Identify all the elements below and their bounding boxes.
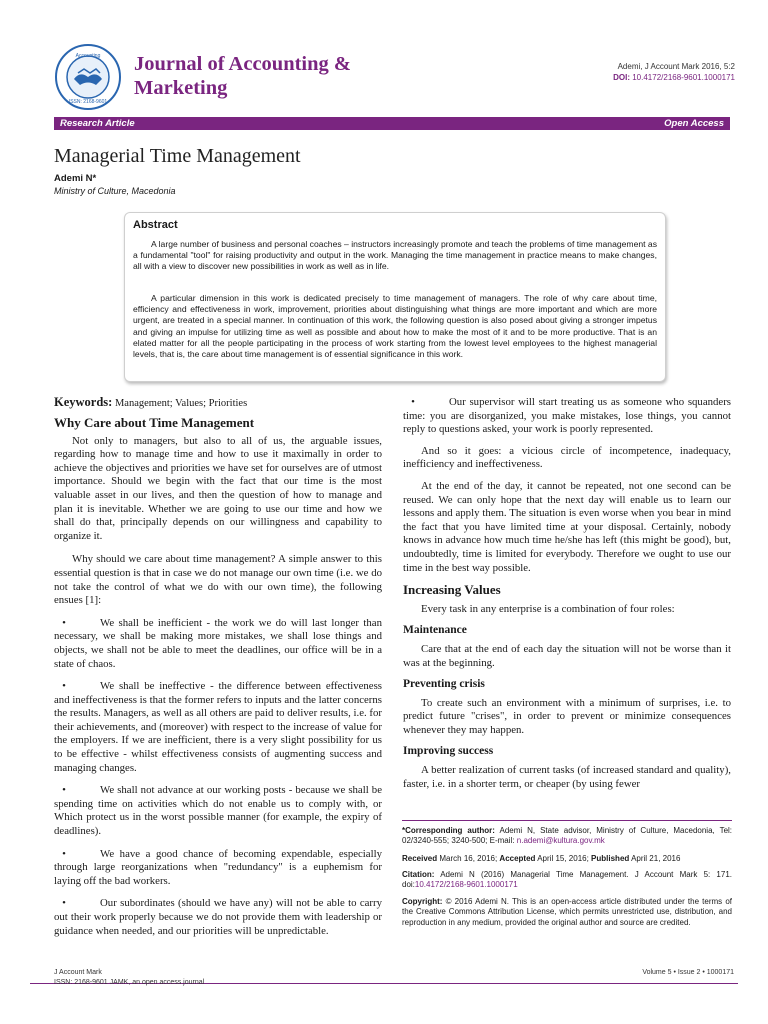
list-item-text: We shall be inefficient - the work we do will last longer than necessary, we shall be making more mistakes, we shall lose things and objects, we shall not be able to meet the deadlines, our office will be in a state of chaos.	[54, 616, 382, 670]
paragraph: A better realization of current tasks (of increased standard and quality), faster, i.e. in a shorter term, or cheaper (by using fewer	[403, 764, 731, 790]
research-article-label: Research Article	[60, 118, 135, 129]
list-item	[54, 897, 382, 938]
journal-logo	[54, 43, 122, 111]
svg-text:Accounting: Accounting	[75, 53, 101, 59]
email-link[interactable]: n.ademi@kultura.gov.mk	[516, 836, 605, 846]
paragraph: And so it goes: a vicious circle of incompetence, inadequacy, inefficiency and ineffectiveness.	[403, 444, 731, 471]
list-item	[54, 784, 382, 838]
citation-text: Ademi N (2016) Managerial Time Management. J Account Mark 5: 171. doi:	[402, 870, 732, 890]
keywords	[54, 395, 385, 410]
received-label: Received	[402, 854, 438, 863]
copyright-label: Copyright:	[402, 897, 443, 906]
right-column	[403, 396, 731, 791]
paragraph: Every task in any enterprise is a combination of four roles:	[421, 602, 675, 615]
bullet: •	[403, 396, 415, 408]
footer-volume: Volume 5 • Issue 2 • 1000171	[642, 969, 734, 976]
list-item-text: Our subordinates (should we have any) will not be able to carry out their work properly because we do not provide them with leadership or guidance when needed, and our priorities will be unpredictable.	[54, 897, 382, 937]
bullet: •	[54, 680, 66, 693]
open-access-label: Open Access	[664, 118, 724, 129]
list-item-text: Our supervisor will start treating us as someone who squanders time: you are disorganized, you make mistakes, lose things, you cannot reply to questions asked, your work is poorly represented.	[403, 396, 731, 436]
section-heading-increasing-values: Increasing Values	[403, 582, 501, 598]
published-label: Published	[591, 854, 630, 863]
copyright-text: © 2016 Ademi N. This is an open-access article distributed under the terms of the Creative Commons Attribution License, which permits unrestricted use, distribution, and reproduction in any medium, provided the original author and source are credited.	[402, 897, 732, 927]
keywords-list: Management; Values; Priorities	[114, 398, 248, 409]
keywords-label: Keywords:	[54, 395, 113, 409]
article-type-bar	[54, 117, 730, 130]
citation-line: Ademi, J Account Mark 2016, 5:2	[617, 62, 735, 71]
bullet: •	[54, 897, 66, 910]
copyright-note	[402, 897, 732, 928]
citation-label: Citation:	[402, 870, 435, 879]
abstract-paragraph-2: A particular dimension in this work is dedicated precisely to time management of managers. The role of why care about time, efficiency and effectiveness in work, improvement, priorities about distinguishing what things are more important and which are more urgent, are treated in a special manner. In continuation of this work, the following question is also posed about giving a stronger impetus and giving an impulse for utilizing time as well as possible and about how to make the most of it and to be more productive. That is an elated matter for all the people participating in the process of work starting from the lowest level employees to the highest managerial levels, that is, the care about time management is of essential significance in this work.	[133, 293, 657, 360]
corresponding-author-note	[402, 826, 732, 847]
subheading-preventing-crisis: Preventing crisis	[403, 678, 485, 691]
journal-title: Journal of Accounting & Marketing	[134, 53, 351, 99]
footer-issn: ISSN: 2168-9601 JAMK, an open access journal	[54, 979, 205, 986]
author: Ademi N*	[54, 173, 97, 184]
footnote-divider	[402, 820, 732, 821]
received-date: March 16, 2016;	[439, 854, 498, 863]
paragraph: Not only to managers, but also to all of us, the arguable issues, regarding how to manage time and how to use it maximally in order to achieve the objectives and priorities we have set for ourselves are of utmost importance. Should we begin with the fact that our time is the most valuable asset in our lives, and then the question of how to manage and plan it is inevitable. Whether we are going to use our time and how we shall do that, principally depends on our willingness and capability to organize it.	[54, 434, 382, 542]
citation-doi-link[interactable]: 10.4172/2168-9601.1000171	[414, 880, 518, 890]
dates-note	[402, 854, 732, 864]
bullet: •	[54, 847, 66, 860]
list-item	[54, 848, 382, 889]
section-heading-why-care: Why Care about Time Management	[54, 415, 255, 430]
svg-text:ISSN: 2168-9601: ISSN: 2168-9601	[68, 99, 108, 105]
subheading-improving-success: Improving success	[403, 745, 494, 758]
paragraph: Why should we care about time management? A simple answer to this essential question is that in case we do not manage our own time (i.e. we do not take the control of what we do with our own time), the following ensues [1]:	[54, 553, 382, 607]
subheading-maintenance: Maintenance	[403, 624, 467, 637]
abstract-paragraph-1: A large number of business and personal coaches – instructors increasingly promote and teach the problems of time management as a fundamental "tool" for raising productivity and output in the work. Managing the time management in practice means to make changes, all with a view to discover new possibilities in work as well as in life.	[133, 239, 657, 272]
article-title: Managerial Time Management	[54, 145, 301, 167]
citation-note	[402, 870, 732, 891]
list-item-text: We have a good chance of becoming expendable, especially through large reorganizations when "redundancy" is a euphemism for laying off the bad workers.	[54, 847, 382, 887]
paragraph: To create such an environment with a minimum of surprises, i.e. to predict future "crises", in order to prevent or minimize consequences whenever they may happen.	[403, 696, 731, 736]
accepted-label: Accepted	[499, 854, 536, 863]
corr-label: *Corresponding author:	[402, 826, 495, 835]
affiliation: Ministry of Culture, Macedonia	[54, 186, 176, 196]
list-item	[54, 617, 382, 671]
bullet: •	[54, 784, 66, 797]
published-date: April 21, 2016	[631, 854, 681, 863]
doi-label: DOI:	[613, 73, 630, 82]
abstract-heading: Abstract	[133, 219, 178, 231]
doi-link[interactable]: 10.4172/2168-9601.1000171	[632, 73, 735, 82]
list-item	[54, 680, 382, 775]
accepted-date: April 15, 2016;	[537, 854, 589, 863]
abstract-box	[124, 212, 666, 382]
paragraph: At the end of the day, it cannot be repeated, not one second can be reused. We can only hope that the next day will enable us to learn our lessons and apply them. The situation is even worse when you bear in mind the fact that you have limited time at your disposal. Certainly, nobody knows in advance how much time he/she has left (this might be good), but, undoubtedly, time is limited for everybody. Therefore we ought to use our time in the best way possible.	[403, 479, 731, 574]
paragraph: Care that at the end of each day the situation will not be worse than it was at the beginning.	[403, 642, 731, 669]
bullet: •	[54, 616, 66, 629]
list-item-text: We shall be ineffective - the difference between effectiveness and ineffectiveness is that the former refers to inputs and the latter concerns the results. Managers, as well as all others are paid to deliver results, i.e. for their achievements, and (moreover) with respect to the increase of value for the employers. If we are inefficient, there is a very slight possibility for us to be effective - whilst effectiveness consists of augmenting success and managing changes.	[54, 680, 382, 774]
citation-header	[560, 61, 735, 83]
list-item-text: We shall not advance at our working posts - because we shall be spending time on activities which do not enable us to comply with, or Which protect us in the worst possible manner (for example, the expiry of deadlines).	[54, 784, 382, 838]
corr-text: Ademi N, State advisor, Ministry of Culture, Macedonia, Tel: 02/3240-555; 3240-500; E-mail:	[402, 826, 733, 846]
footer-journal: J Account Mark	[54, 969, 102, 976]
list-item	[403, 396, 731, 437]
left-column	[54, 416, 382, 938]
